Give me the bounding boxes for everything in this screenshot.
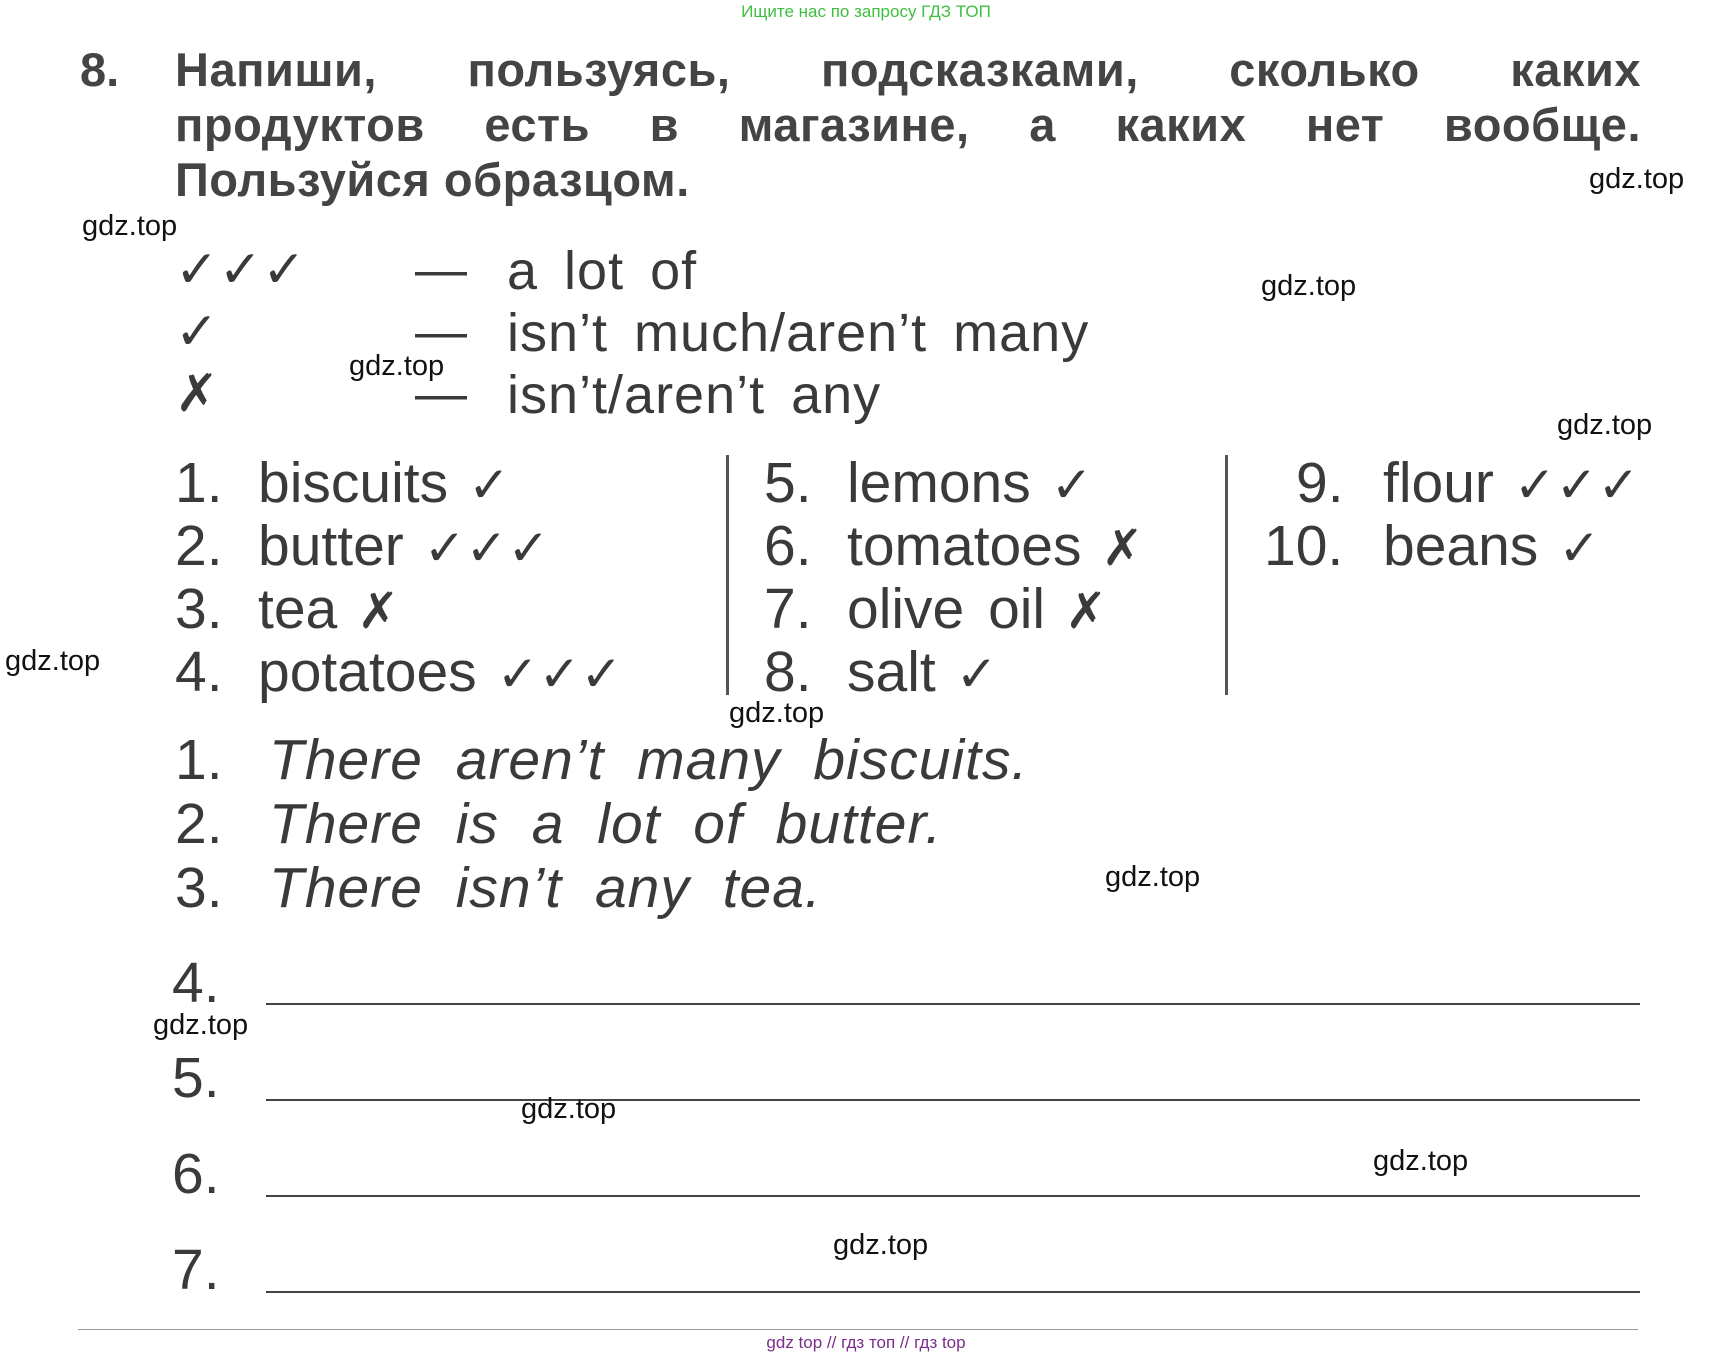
item-word: beans — [1383, 514, 1539, 578]
watermark: gdz.top — [5, 645, 101, 677]
check-triple-icon: ✓✓✓ — [496, 646, 623, 702]
answer-number-6: 6. — [172, 1142, 220, 1206]
item-butter — [175, 513, 549, 579]
item-word: lemons — [847, 451, 1031, 515]
legend-text: isn’t/aren’t any — [507, 365, 882, 425]
exercise-number: 8. — [80, 43, 120, 96]
item-word: flour — [1383, 451, 1494, 515]
answer-line-6[interactable] — [266, 1195, 1640, 1197]
legend-dash: — — [415, 241, 467, 299]
legend-text: a lot of — [507, 241, 698, 301]
item-number: 3. — [175, 577, 223, 641]
item-number: 2. — [175, 514, 223, 578]
legend-text: isn’t much/aren’t many — [507, 303, 1090, 363]
check-icon: ✓ — [955, 646, 998, 702]
column-divider — [1225, 455, 1228, 695]
example-sentence-1 — [175, 727, 1028, 793]
answer-line-5[interactable] — [266, 1099, 1640, 1101]
task-line-2: продуктов есть в магазине, а каких нет вообще. — [175, 98, 1641, 151]
check-icon: ✓ — [1050, 457, 1093, 513]
cross-icon: ✗ — [357, 583, 400, 639]
legend-symbol-check-icon: ✓ — [175, 303, 219, 361]
legend-dash: — — [415, 303, 467, 361]
item-word: tomatoes — [847, 514, 1082, 578]
example-number: 1. — [175, 728, 223, 792]
watermark: gdz.top — [833, 1229, 929, 1261]
example-text: There is a lot of butter. — [269, 792, 943, 856]
example-number: 2. — [175, 792, 223, 856]
item-tea — [175, 576, 399, 642]
example-text: There aren’t many biscuits. — [269, 728, 1029, 792]
item-lemons — [764, 450, 1093, 516]
bottom-banner[interactable]: gdz top // гдз топ // гдз top — [766, 1333, 966, 1352]
check-icon: ✓ — [468, 457, 510, 513]
item-biscuits — [175, 450, 510, 516]
check-triple-icon: ✓✓✓ — [423, 520, 550, 576]
column-divider — [726, 455, 729, 695]
check-icon: ✓ — [1558, 520, 1601, 576]
item-word: salt — [847, 640, 936, 704]
cross-icon: ✗ — [1065, 583, 1107, 639]
item-word: potatoes — [258, 640, 477, 704]
item-number: 4. — [175, 640, 223, 704]
item-number: 7. — [764, 577, 812, 641]
check-triple-icon: ✓✓✓ — [1513, 457, 1640, 513]
answer-line-4[interactable] — [266, 1003, 1640, 1005]
item-number: 10. — [1264, 514, 1344, 578]
answer-number-4: 4. — [172, 951, 220, 1015]
item-word: butter — [258, 514, 404, 578]
example-sentence-3 — [175, 855, 822, 921]
item-word: biscuits — [258, 451, 449, 515]
legend-symbol-check-triple-icon: ✓✓✓ — [175, 241, 306, 299]
example-number: 3. — [175, 856, 223, 920]
watermark: gdz.top — [1261, 270, 1357, 302]
cross-icon: ✗ — [1101, 520, 1144, 576]
item-beans — [1264, 513, 1600, 579]
top-banner[interactable]: Ищите нас по запросу ГДЗ ТОП — [741, 2, 991, 21]
watermark: gdz.top — [1557, 409, 1653, 441]
answer-number-7: 7. — [172, 1238, 220, 1302]
answer-line-7[interactable] — [266, 1291, 1640, 1293]
item-potatoes — [175, 639, 622, 705]
watermark: gdz.top — [729, 697, 825, 729]
watermark: gdz.top — [153, 1009, 249, 1041]
item-number: 8. — [764, 640, 812, 704]
watermark: gdz.top — [1105, 861, 1201, 893]
item-number: 1. — [175, 451, 223, 515]
watermark: gdz.top — [82, 210, 178, 242]
bottom-divider — [78, 1329, 1638, 1330]
answer-number-5: 5. — [172, 1046, 220, 1110]
item-word: tea — [258, 577, 338, 641]
item-number: 5. — [764, 451, 812, 515]
legend-dash: — — [415, 365, 467, 423]
watermark: gdz.top — [349, 350, 445, 382]
item-olive-oil — [764, 576, 1107, 642]
example-sentence-2 — [175, 791, 942, 857]
watermark: gdz.top — [1373, 1145, 1469, 1177]
legend-symbol-cross-icon: ✗ — [175, 365, 219, 423]
item-word: olive oil — [847, 577, 1046, 641]
watermark: gdz.top — [521, 1093, 617, 1125]
watermark: gdz.top — [1589, 163, 1685, 195]
task-line-1: Напиши, пользуясь, подсказками, сколько каких — [175, 43, 1641, 96]
item-number: 6. — [764, 514, 812, 578]
example-text: There isn’t any tea. — [269, 856, 822, 920]
item-number: 9. — [1296, 451, 1344, 515]
item-salt — [764, 639, 998, 705]
item-tomatoes — [764, 513, 1143, 579]
item-flour — [1296, 450, 1640, 516]
task-line-3: Пользуйся образцом. — [175, 153, 690, 206]
